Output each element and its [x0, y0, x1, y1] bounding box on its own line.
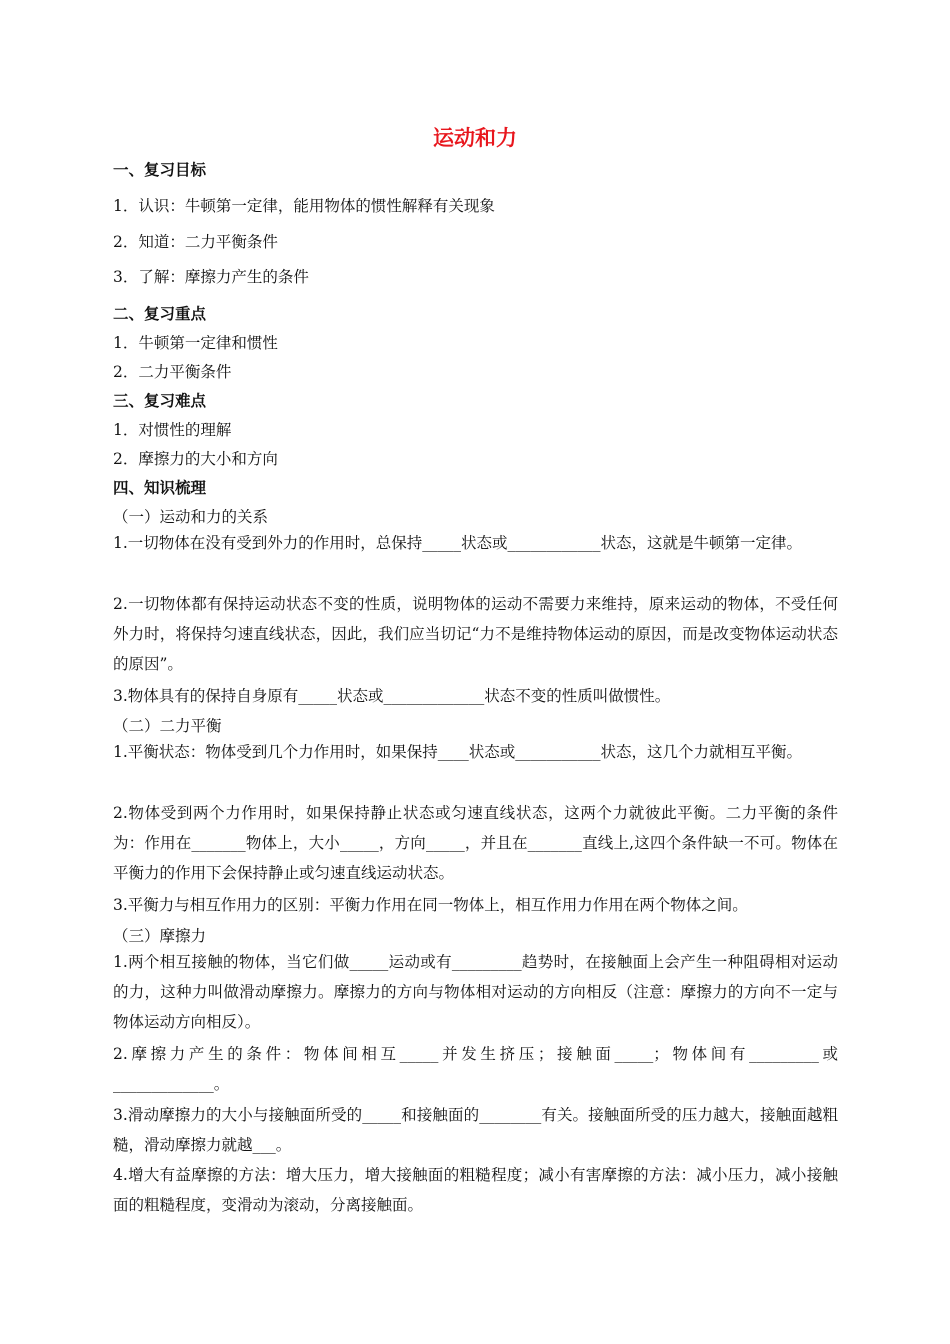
section1-item-2: 2．知道：二力平衡条件 [113, 233, 278, 251]
section3-heading: 三、复习难点 [113, 392, 207, 410]
part3-subheading: （三）摩擦力 [113, 927, 207, 945]
section2-item-1: 1．牛顿第一定律和惯性 [113, 334, 278, 352]
section1-heading: 一、复习目标 [113, 161, 207, 179]
part1-subheading: （一）运动和力的关系 [113, 508, 269, 526]
section2-item-2: 2．二力平衡条件 [113, 363, 232, 381]
section1-item-1: 1．认识：牛顿第一定律，能用物体的惯性解释有关现象 [113, 197, 495, 215]
section3-item-1: 1．对惯性的理解 [113, 421, 232, 439]
section2-heading: 二、复习重点 [113, 305, 207, 323]
section3-item-2: 2．摩擦力的大小和方向 [113, 450, 278, 468]
part1-paragraph-3: 3.物体具有的保持自身原有_____状态或_____________状态不变的性质叫做惯性。 [113, 687, 671, 705]
part1-paragraph-2: 2.一切物体都有保持运动状态不变的性质，说明物体的运动不需要力来维持，原来运动的物体，不受任何外力时，将保持匀速直线状态，因此，我们应当切记“力不是维持物体运动的原因，而是改变物体运动状态的原因”。 [113, 595, 838, 673]
part2-paragraph-2: 2.物体受到两个力作用时，如果保持静止状态或匀速直线状态，这两个力就彼此平衡。二力平衡的条件为：作用在_______物体上，大小_____，方向_____，并且在_______直线上,这四个条件缺一不可。物体在平衡力的作用下会保持静止或匀速直线运动状态。 [113, 804, 838, 882]
part3-paragraph-1: 1.两个相互接触的物体，当它们做_____运动或有_________趋势时，在接触面上会产生一种阻碍相对运动的力，这种力叫做滑动摩擦力。摩擦力的方向与物体相对运动的方向相反（注意：摩擦力的方向不一定与物体运动方向相反）。 [113, 953, 838, 1031]
part3-paragraph-2: 2.摩擦力产生的条件：物体间相互_____并发生挤压；接触面_____；物体间有_________或_____________。 [113, 1045, 838, 1093]
part2-subheading: （二）二力平衡 [113, 717, 222, 735]
part2-paragraph-1: 1.平衡状态：物体受到几个力作用时，如果保持____状态或___________状态，这几个力就相互平衡。 [113, 743, 803, 761]
part3-paragraph-4: 4.增大有益摩擦的方法：增大压力，增大接触面的粗糙程度；减小有害摩擦的方法：减小压力，减小接触面的粗糙程度，变滑动为滚动，分离接触面。 [113, 1166, 838, 1214]
document-title: 运动和力 [433, 126, 517, 150]
part2-paragraph-3: 3.平衡力与相互作用力的区别：平衡力作用在同一物体上，相互作用力作用在两个物体之间。 [113, 896, 748, 914]
section1-item-3: 3．了解：摩擦力产生的条件 [113, 268, 309, 286]
part3-paragraph-3: 3.滑动摩擦力的大小与接触面所受的_____和接触面的________有关。接触面所受的压力越大，接触面越粗糙，滑动摩擦力就越___。 [113, 1106, 838, 1154]
section4-heading: 四、知识梳理 [113, 479, 207, 497]
part1-paragraph-1: 1.一切物体在没有受到外力的作用时，总保持_____状态或____________状态，这就是牛顿第一定律。 [113, 534, 803, 552]
